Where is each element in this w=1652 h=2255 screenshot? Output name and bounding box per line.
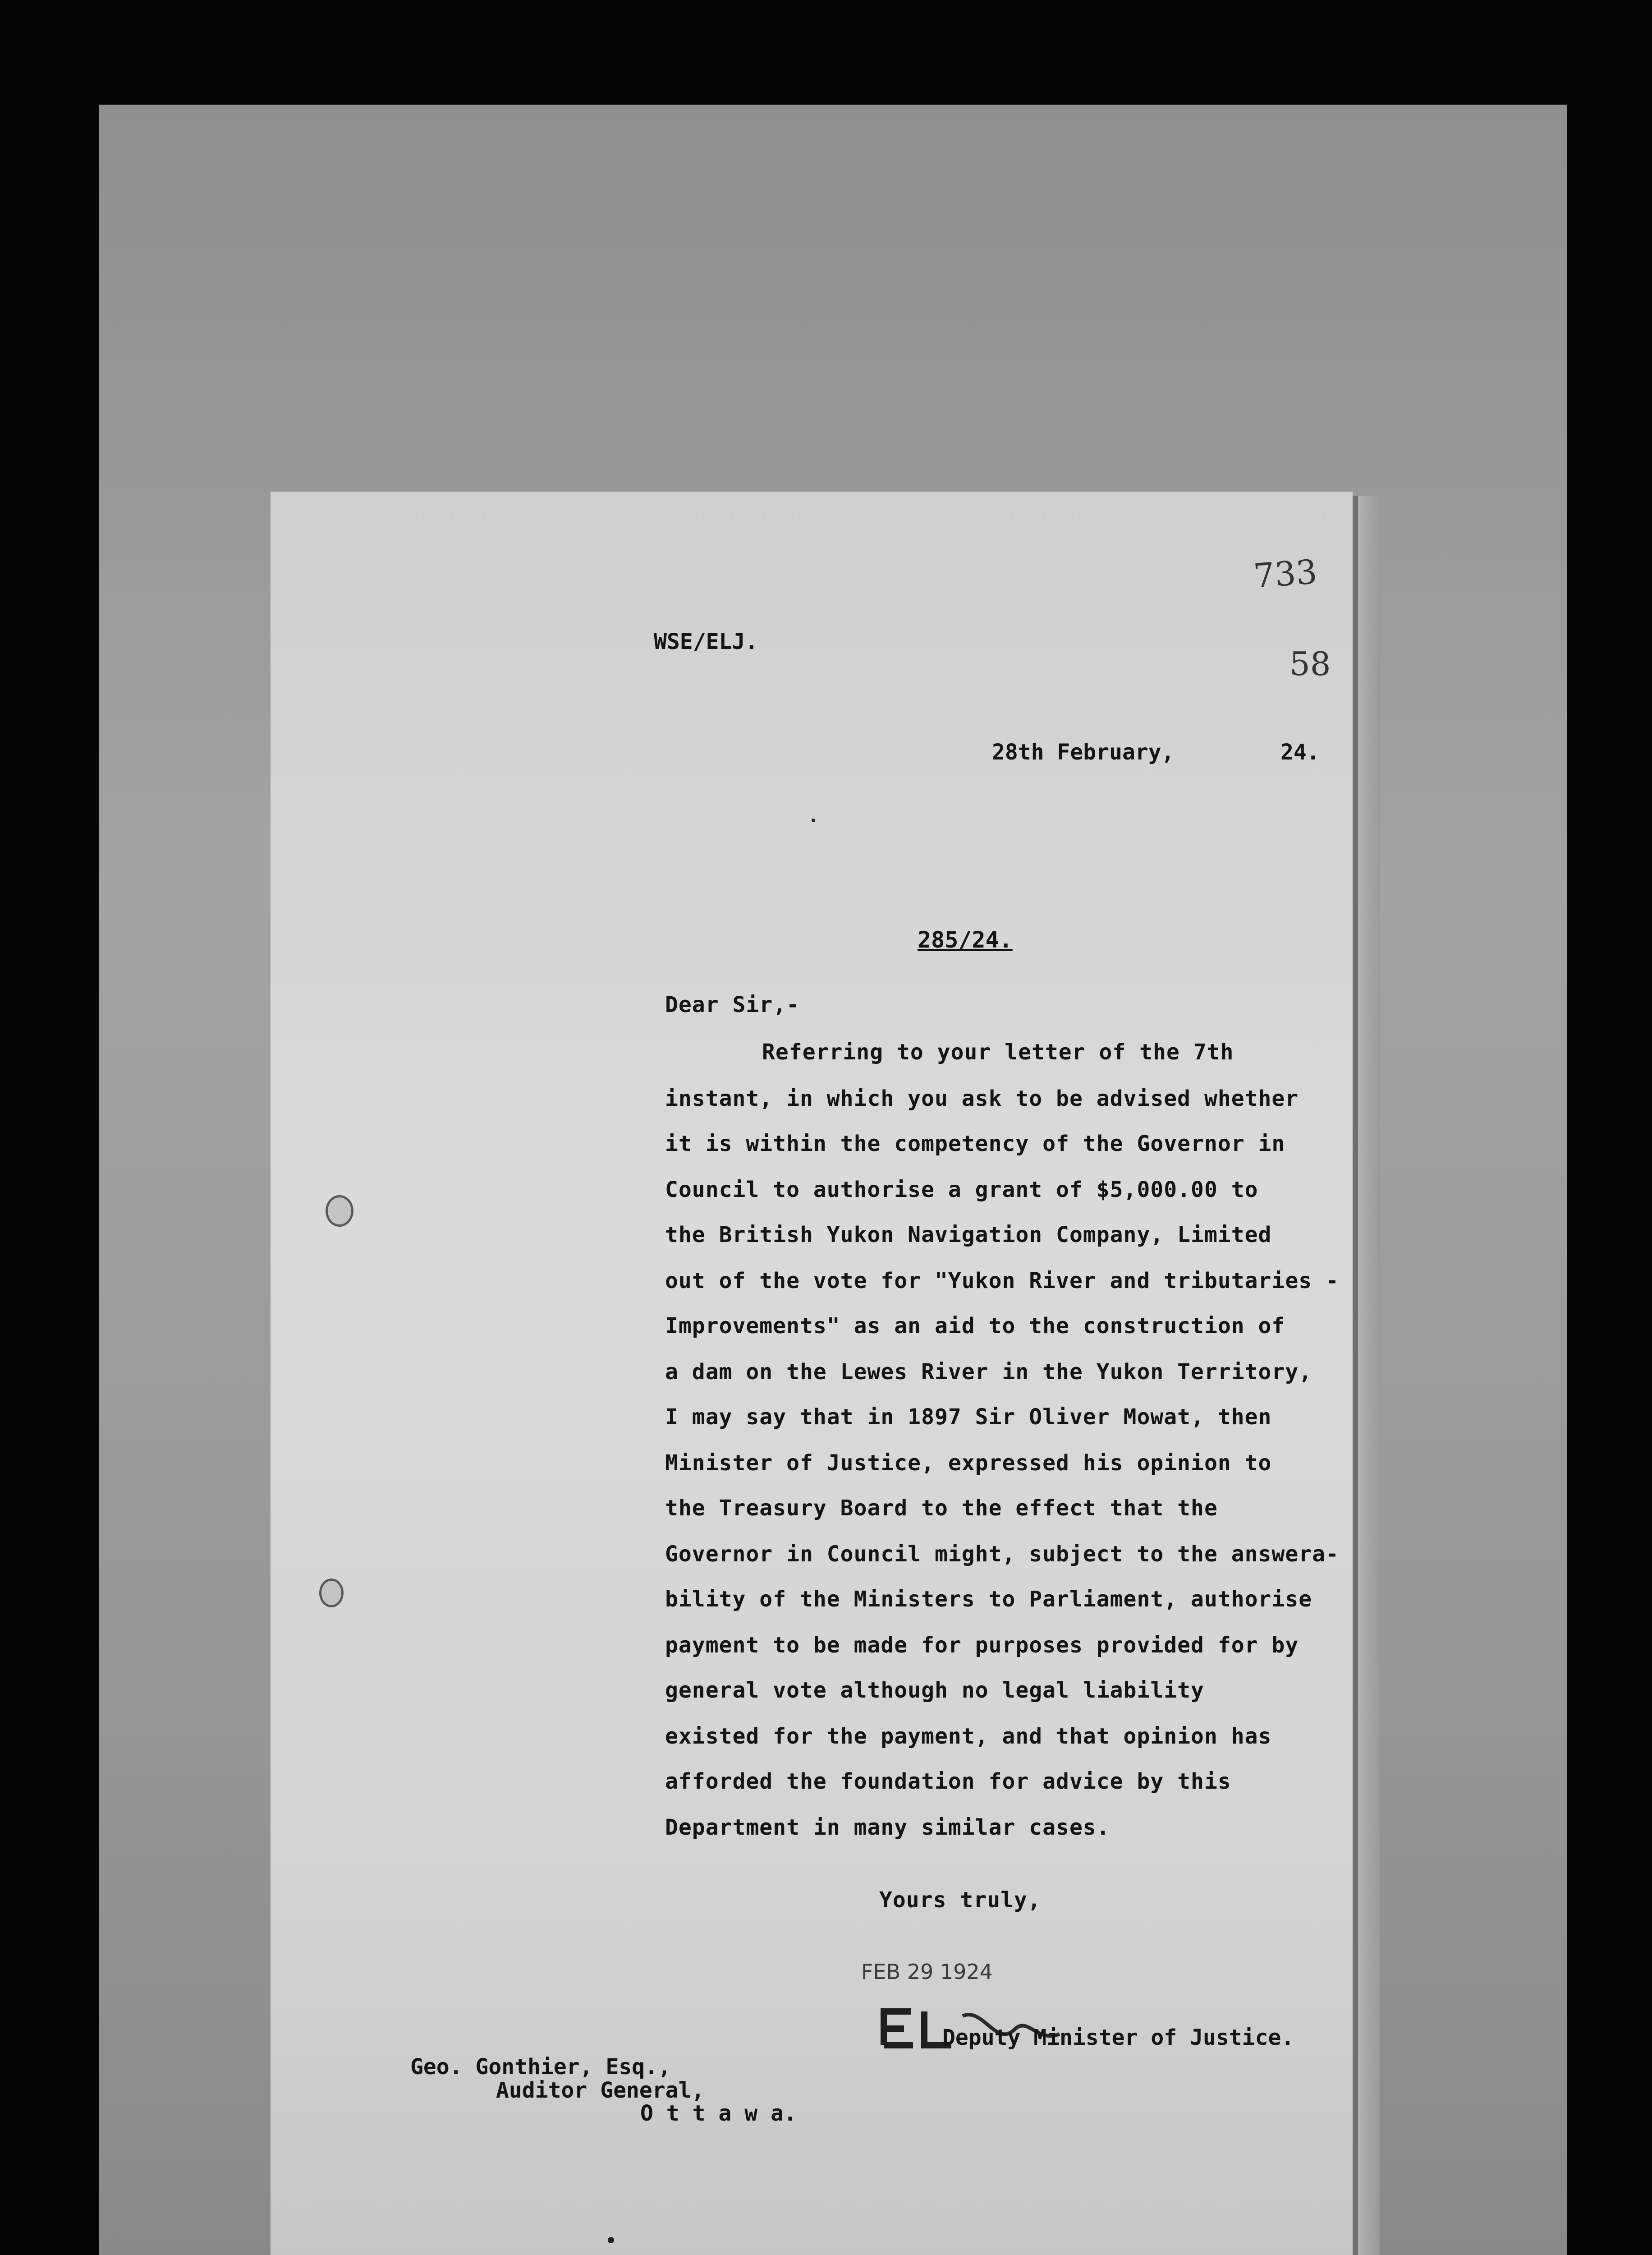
sheet-edge-shadow	[1348, 496, 1380, 2255]
letter-date: 28th February,	[992, 740, 1175, 765]
body-line: the Treasury Board to the effect that the	[665, 1496, 1218, 1521]
closing: Yours truly,	[879, 1887, 1041, 1913]
body-line: afforded the foundation for advice by this	[665, 1769, 1231, 1794]
ink-speck	[608, 2237, 614, 2243]
body-line: bility of the Ministers to Parliament, authorise	[665, 1587, 1312, 1612]
body-line: Referring to your letter of the 7th	[762, 1040, 1234, 1065]
body-line: a dam on the Lewes River in the Yukon Territory,	[665, 1359, 1312, 1385]
letter-reference: WSE/ELJ.	[654, 629, 758, 654]
punch-hole	[326, 1195, 353, 1227]
body-line: general vote although no legal liability	[665, 1678, 1204, 1703]
body-line: the British Yukon Navigation Company, Limited	[665, 1222, 1272, 1247]
date-stamp: FEB 29 1924	[861, 1960, 993, 1984]
ink-speck	[812, 819, 815, 822]
folio-number-top: 733	[1252, 552, 1319, 596]
body-line: Improvements" as an aid to the construction of	[665, 1313, 1285, 1339]
body-line: Council to authorise a grant of $5,000.00 to	[665, 1177, 1258, 1202]
folio-number-bottom: 58	[1289, 645, 1331, 683]
addressee-line: O t t a w a.	[640, 2101, 797, 2126]
signature-title: Deputy Minister of Justice.	[942, 2025, 1294, 2050]
letter-year: 24.	[1280, 740, 1320, 765]
body-line: out of the vote for "Yukon River and tributaries -	[665, 1268, 1339, 1293]
body-line: Minister of Justice, expressed his opinion to	[665, 1450, 1272, 1476]
punch-hole	[319, 1578, 344, 1607]
salutation: Dear Sir,-	[665, 992, 800, 1017]
body-line: existed for the payment, and that opinion has	[665, 1724, 1272, 1749]
body-line: it is within the competency of the Governor in	[665, 1131, 1285, 1156]
file-number: 285/24.	[918, 927, 1013, 953]
body-line: Department in many similar cases.	[665, 1815, 1110, 1840]
body-line: instant, in which you ask to be advised whether	[665, 1086, 1299, 1111]
body-line: Governor in Council might, subject to the answera-	[665, 1542, 1339, 1567]
body-line: I may say that in 1897 Sir Oliver Mowat, then	[665, 1404, 1272, 1430]
addressee-line: Geo. Gonthier, Esq.,	[410, 2054, 671, 2080]
addressee-line: Auditor General,	[496, 2078, 705, 2103]
body-line: payment to be made for purposes provided for by	[665, 1633, 1299, 1658]
